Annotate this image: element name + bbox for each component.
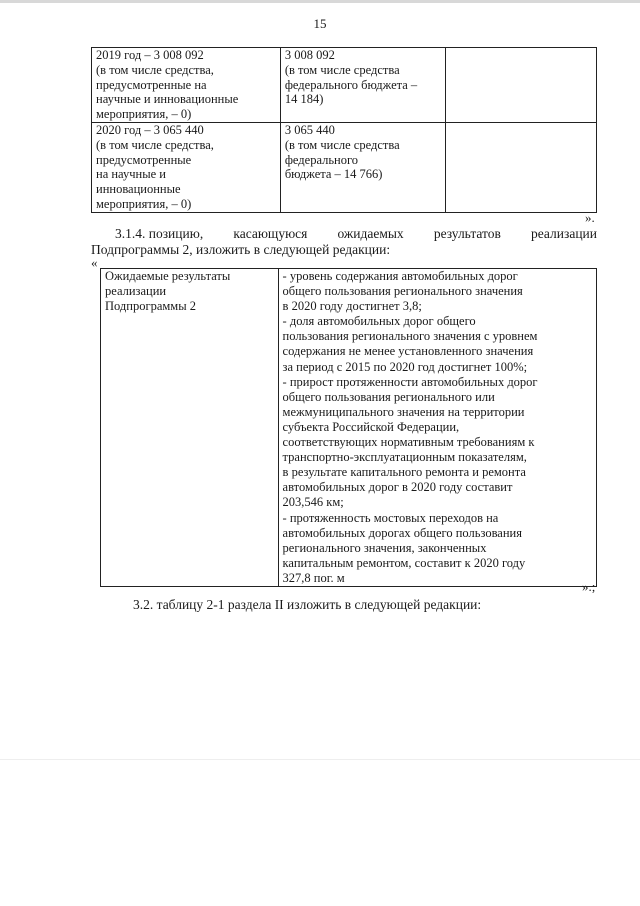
table-row: [92, 122, 597, 212]
budget-amount-cell: 3 008 092 (в том числе средства федерального бюджета – 14 184): [280, 48, 445, 123]
empty-cell: [445, 48, 596, 123]
closing-quote: ».;: [582, 579, 596, 594]
budget-year-cell: 2020 год – 3 065 440 (в том числе средства, предусмотренные на научные и инновационные мероприятия, – 0): [92, 122, 281, 212]
paragraph-3-1-4: 3.1.4. позицию, касающуюся ожидаемых результатов реализации Подпрограммы 2, изложить в следующей редакции:: [91, 226, 597, 257]
paragraph-3-2: 3.2. таблицу 2-1 раздела II изложить в следующей редакции:: [133, 597, 482, 612]
budget-table: [91, 47, 597, 213]
results-label-cell: Ожидаемые результаты реализации Подпрограммы 2: [101, 269, 279, 587]
budget-year-cell: 2019 год – 3 008 092 (в том числе средства, предусмотренные на научные и инновационные мероприятия, – 0): [92, 48, 281, 123]
closing-quote: ».: [585, 210, 595, 225]
opening-quote: «: [91, 255, 98, 270]
page-number: 15: [313, 16, 327, 31]
scan-edge-top: [0, 0, 640, 3]
table-row: [92, 48, 597, 123]
expected-results-table: [100, 268, 597, 587]
results-content-cell: - уровень содержания автомобильных дорог общего пользования регионального значения в 2020 году достигнет 3,8; - доля автомобильных дорог общего пользования регионального значения с уровнем содержания не менее установленного значения за период с 2015 по 2020 год достигнет 100%; - прирост протяженности автомобильных дорог общего пользования регионального или межмуниципального значения на территории субъекта Российской Федерации, соответствующих нормативным требованиям к транспортно-эксплуатационным показателям, в результате капитального ремонта и ремонта автомобильных дорог в 2020 году составит 203,546 км; - протяженность мостовых переходов на автомобильных дорогах общего пользования регионального значения, законченных капитальным ремонтом, составит к 2020 году 327,8 пог. м: [278, 269, 596, 587]
table-row: [101, 269, 597, 587]
budget-amount-cell: 3 065 440 (в том числе средства федерального бюджета – 14 766): [280, 122, 445, 212]
scan-blank-area: [0, 759, 640, 906]
empty-cell: [445, 122, 596, 212]
